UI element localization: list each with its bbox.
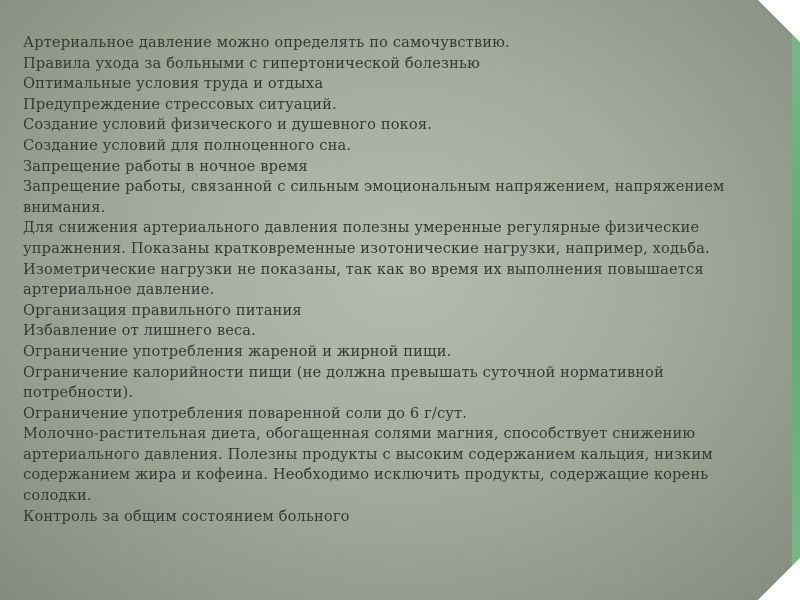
text-line-2: Правила ухода за больными с гипертонической болезнью <box>23 54 480 72</box>
text-line-12: Ограничение употребления жареной и жирной пищи. <box>23 342 452 360</box>
text-line-5: Создание условий физического и душевного покоя. <box>23 116 432 134</box>
text-line-13: Ограничение калорийности пищи (не должна превышать суточной нормативной потребности). <box>23 363 664 402</box>
text-line-7: Запрещение работы в ночное время <box>23 157 308 175</box>
text-line-9: Для снижения артериального давления полезны умеренные регулярные физические упражнения. Показаны кратковременные изотонические нагрузки, например, ходьба. Изометрические нагрузки не показаны, так как во время их выполнения повышается артериальное давление. <box>23 219 710 299</box>
text-line-1: Артериальное давление можно определять по самочувствию. <box>23 34 510 51</box>
text-line-15: Молочно-растительная диета, обогащенная солями магния, способствует снижению артериального давления. Полезны продукты с высоким содержанием кальция, низким содержанием жира и кофеина. Необходимо исключить продукты, содержащие корень солодки. <box>23 425 713 505</box>
corner-decoration-bottom <box>758 558 800 600</box>
text-line-10: Организация правильного питания <box>23 301 302 319</box>
text-line-6: Создание условий для полноценного сна. <box>23 136 352 154</box>
text-line-4: Предупреждение стрессовых ситуаций. <box>23 95 337 113</box>
text-line-8: Запрещение работы, связанной с сильным эмоциональным напряжением, напряжением внимания. <box>23 178 725 216</box>
text-line-14: Ограничение употребления поваренной соли до 6 г/сут. <box>23 404 468 422</box>
text-line-11: Избавление от лишнего веса. <box>23 322 256 340</box>
accent-stripe <box>792 0 800 600</box>
slide-text-body <box>23 33 775 527</box>
text-line-3: Оптимальные условия труда и отдыха <box>23 75 324 93</box>
text-line-16: Контроль за общим состоянием больного <box>23 507 350 525</box>
